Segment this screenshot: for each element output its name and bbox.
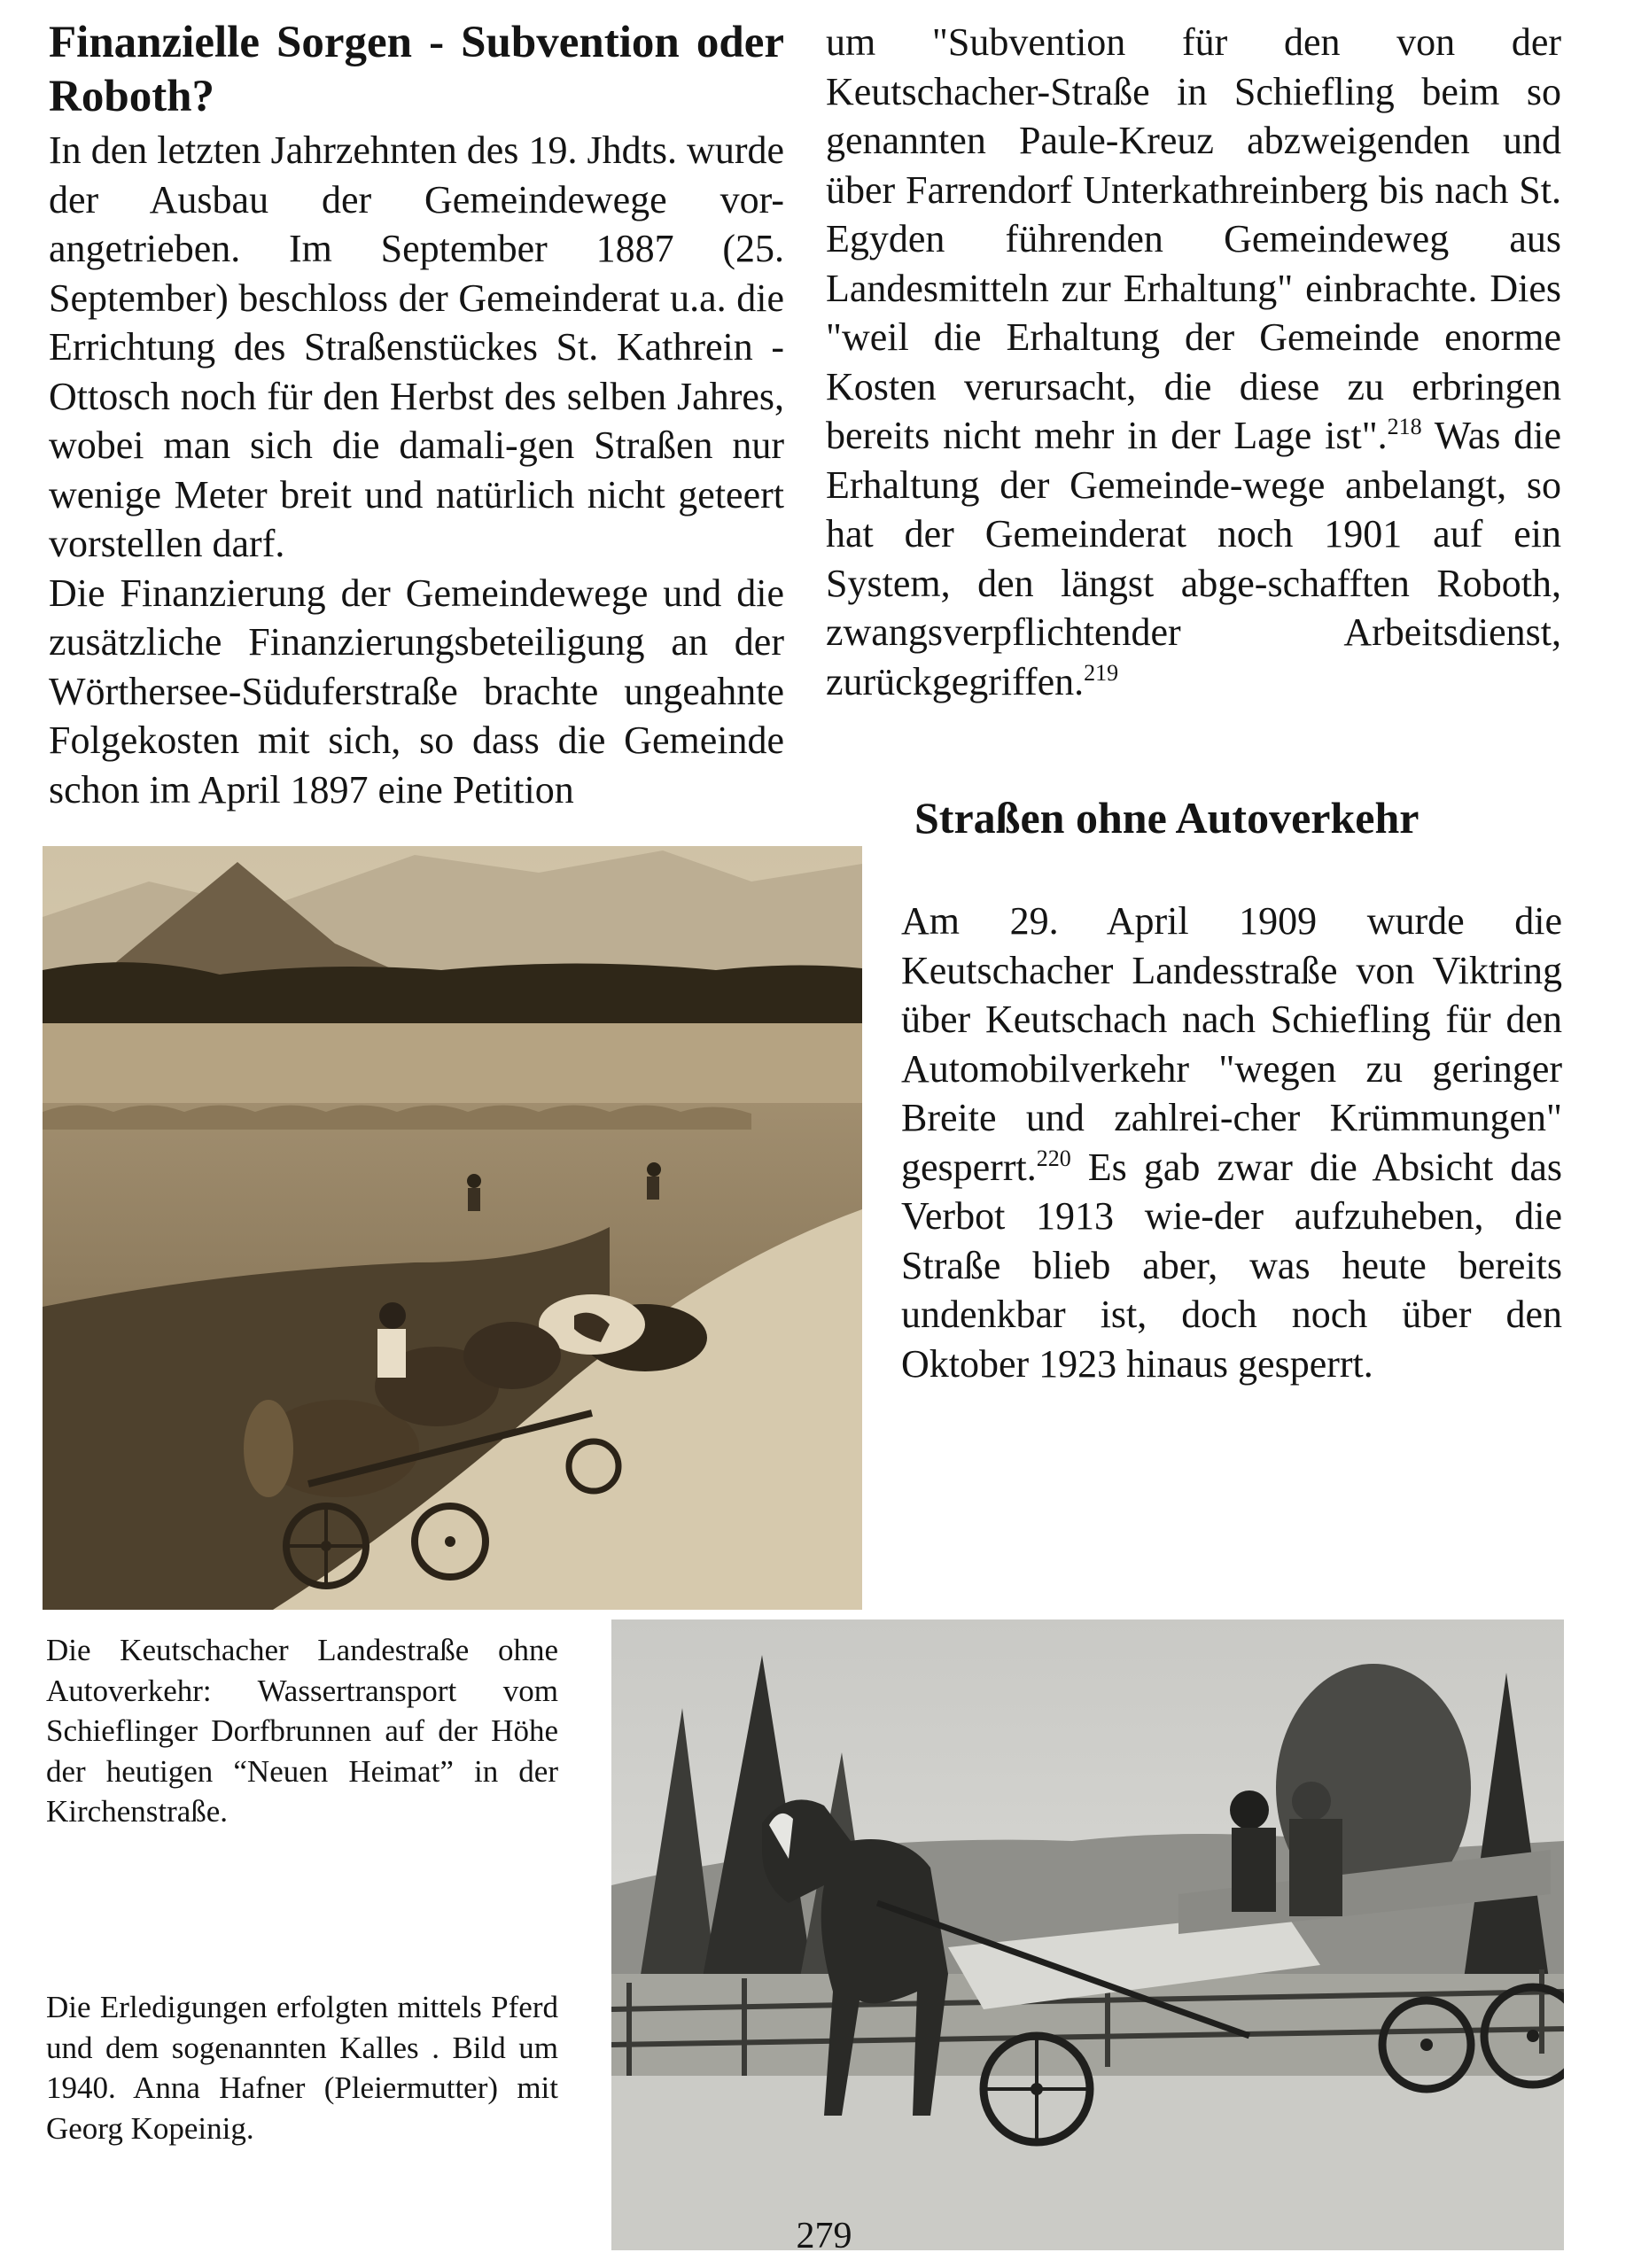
section-1-paragraph-2: Die Finanzierung der Gemeindewege und die zusätzliche Finanzierungsbeteiligung an der Wörthersee-Süduferstraße brachte ungeahnte Folgekosten mit sich, so dass die Gemeinde schon im April 1897 eine Petition xyxy=(49,571,784,812)
section-2-title: Straßen ohne Autoverkehr xyxy=(914,793,1420,843)
section-2-text-b: Es gab zwar die Absicht das Verbot 1913 wie-der aufzuheben, die Straße blieb aber, was heute bereits undenkbar ist, doch noch über den Oktober 1923 hinaus gesperrt. xyxy=(901,1145,1562,1386)
section-1-right xyxy=(826,18,1561,706)
photo-horse-cart-kalles xyxy=(611,1619,1564,2250)
photo-oxcart-water-transport-icon xyxy=(43,846,862,1610)
section-1-paragraph-1: In den letzten Jahrzehnten des 19. Jhdts. wurde der Ausbau der Gemeindewege vor-angetrieben. Im September 1887 (25. September) beschloss der Gemeinderat u.a. die Errichtung des Straßenstückes St. Kathrein - Ottosch noch für den Herbst des selben Jahres, wobei man sich die damali-gen Straßen nur wenige Meter breit und natürlich nicht geteert vorstellen darf. xyxy=(49,128,784,565)
section-1-title: Finanzielle Sorgen - Subvention oder Roboth? xyxy=(49,18,784,121)
section-1-left xyxy=(49,16,784,814)
footnote-219: 219 xyxy=(1084,659,1119,686)
caption-1-block xyxy=(46,1630,558,1832)
section-2-text-a: Am 29. April 1909 wurde die Keutschacher Landesstraße von Viktring über Keutschach nach Schiefling für den Automobilverkehr "wegen zu geringer Breite und zahlrei-cher Krümmungen" gesperrt. xyxy=(901,899,1562,1189)
footnote-220: 220 xyxy=(1036,1145,1071,1171)
caption-1: Die Keutschacher Landestraße ohne Autoverkehr: Wassertransport vom Schieflinger Dorfbrunnen auf der Höhe der heutigen “Neuen Heimat” in der Kirchenstraße. xyxy=(46,1633,558,1829)
section-1-paragraph-2-continued xyxy=(826,18,1561,706)
photo-horse-cart-kalles-icon xyxy=(611,1619,1564,2250)
page-number: 279 xyxy=(796,2216,852,2256)
section-1-text-b: Was die Erhaltung der Gemeinde-wege anbelangt, so hat der Gemeinderat noch 1901 auf ein System, den längst abge-schafften Roboth, zwangsverpflichtender Arbeitsdienst, zurückgegriffen. xyxy=(826,414,1561,703)
section-2-paragraph xyxy=(901,897,1562,1388)
caption-2-block xyxy=(46,1987,558,2148)
section-1-text-a: um "Subvention für den von der Keutschacher-Straße in Schiefling beim so genannten Paule-Kreuz abzweigenden und über Farrendorf Unterkathreinberg bis nach St. Egyden führenden Gemeindeweg aus Landesmitteln zur Erhaltung" einbrachte. Dies "weil die Erhaltung der Gemeinde enorme Kosten verursacht, die diese zu erbringen bereits nicht mehr in der Lage ist". xyxy=(826,20,1561,457)
footnote-218: 218 xyxy=(1387,414,1422,439)
section-2-body xyxy=(901,897,1562,1388)
section-2-heading-block xyxy=(914,791,1535,844)
photo-oxcart-water-transport xyxy=(43,846,862,1610)
caption-2: Die Erledigungen erfolgten mittels Pferd und dem sogenannten Kalles . Bild um 1940. Anna Hafner (Pleiermutter) mit Georg Kopeinig. xyxy=(46,1990,558,2146)
